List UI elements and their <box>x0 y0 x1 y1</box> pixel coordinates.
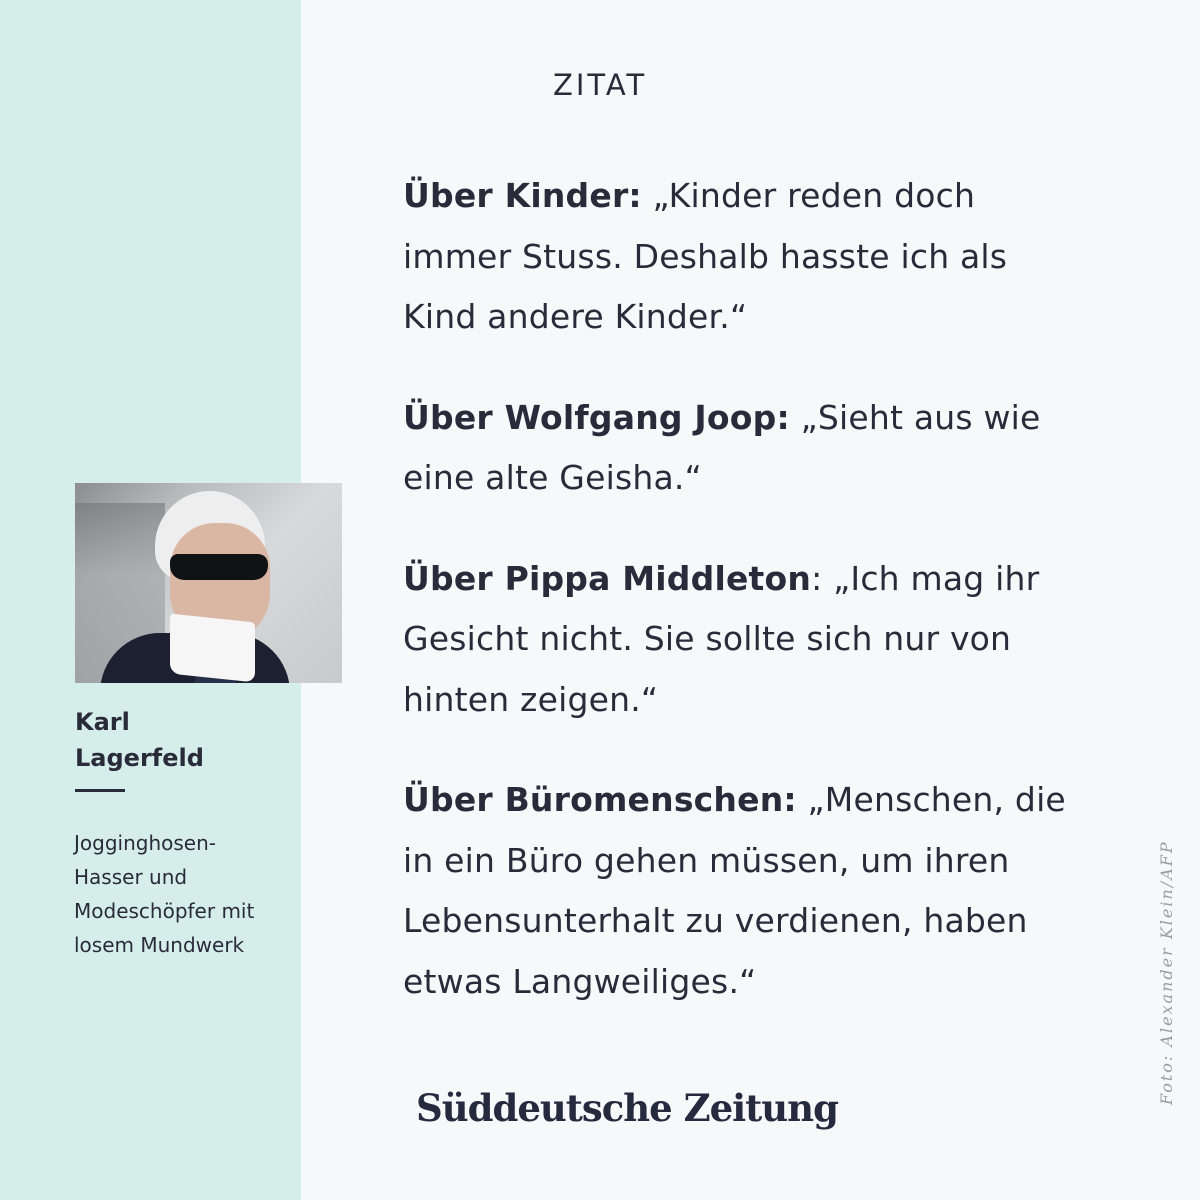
quote-topic: Über Büromenschen: <box>403 780 797 819</box>
quote-text: in ein Büro gehen müssen, um ihren <box>403 840 1010 880</box>
sz-logo: Süddeutsche Zeitung <box>416 1086 838 1130</box>
sunglasses-icon <box>170 554 268 580</box>
person-first-name: Karl <box>75 708 130 736</box>
quote-item <box>403 549 1103 731</box>
name-divider <box>75 789 125 792</box>
section-kicker: ZITAT <box>553 68 648 102</box>
person-name <box>75 704 295 776</box>
quote-item <box>403 388 1103 509</box>
description-line: losem Mundwerk <box>74 933 245 957</box>
quote-list <box>403 166 1103 1012</box>
person-last-name: Lagerfeld <box>75 744 204 772</box>
quote-line <box>403 549 1103 610</box>
quote-text: immer Stuss. Deshalb hasste ich als <box>403 236 1008 276</box>
quote-line <box>403 388 1103 449</box>
quote-text: : „Ich mag ihr <box>811 558 1040 598</box>
quote-text: eine alte Geisha.“ <box>403 458 702 497</box>
description-line: Jogginghosen- <box>74 831 216 855</box>
quote-topic: Über Kinder: <box>403 176 642 215</box>
quote-topic: Über Pippa Middleton <box>403 558 812 598</box>
quote-text: etwas Langweiliges.“ <box>403 961 757 1001</box>
quote-text: Gesicht nicht. Sie sollte sich nur von <box>403 619 1012 658</box>
photo-collar <box>170 614 255 683</box>
quote-text: „Sieht aus wie <box>789 397 1041 437</box>
quote-topic: Über Wolfgang Joop: <box>403 397 790 437</box>
description-line: Modeschöpfer mit <box>74 899 255 923</box>
quote-item <box>403 770 1103 1012</box>
quote-text: „Kinder reden doch <box>641 176 976 215</box>
description-line: Hasser und <box>74 865 188 889</box>
quote-text: Kind andere Kinder.“ <box>403 297 748 336</box>
photo-credit: Foto: Alexander Klein/AFP <box>1157 840 1176 1105</box>
person-photo <box>75 483 342 683</box>
person-description <box>74 826 299 962</box>
quote-text: „Menschen, die <box>796 780 1066 819</box>
quote-item <box>403 166 1103 348</box>
quote-line <box>403 770 1103 831</box>
quote-text: Lebensunterhalt zu verdienen, haben <box>403 901 1028 940</box>
quote-line <box>403 166 1103 227</box>
quote-text: hinten zeigen.“ <box>403 679 659 719</box>
